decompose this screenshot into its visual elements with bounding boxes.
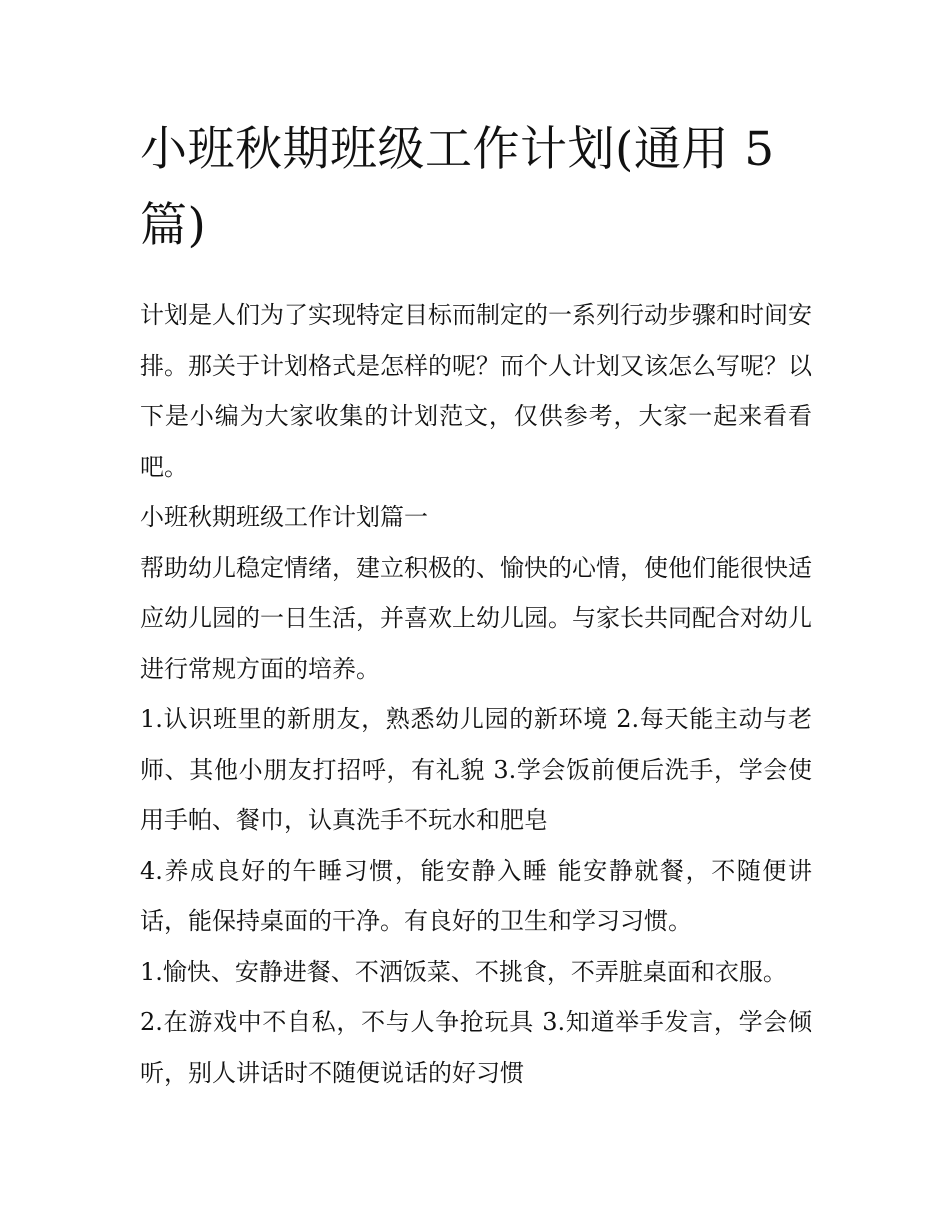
goal-paragraph: 帮助幼儿稳定情绪，建立积极的、愉快的心情，使他们能很快适应幼儿园的一日生活，并喜欢上幼儿园。与家长共同配合对幼儿进行常规方面的培养。 (140, 553, 812, 683)
list-paragraph-3: 1.愉快、安静进餐、不洒饭菜、不挑食，不弄脏桌面和衣服。 (140, 957, 787, 986)
document-body (140, 290, 812, 1098)
list-paragraph-1: 1.认识班里的新朋友，熟悉幼儿园的新环境 2.每天能主动与老师、其他小朋友打招呼，有礼貌 3.学会饭前便后洗手，学会使用手帕、餐巾，认真洗手不玩水和肥皂 (140, 705, 812, 834)
intro-paragraph: 计划是人们为了实现特定目标而制定的一系列行动步骤和时间安排。那关于计划格式是怎样的呢？而个人计划又该怎么写呢？以下是小编为大家收集的计划范文，仅供参考，大家一起来看看吧。 (140, 301, 812, 481)
section-heading: 小班秋期班级工作计划篇一 (140, 503, 428, 531)
list-paragraph-2: 4.养成良好的午睡习惯，能安静入睡 能安静就餐，不随便讲话，能保持桌面的干净。有良好的卫生和学习习惯。 (140, 856, 812, 935)
document-page (140, 112, 812, 1098)
list-paragraph-4: 2.在游戏中不自私，不与人争抢玩具 3.知道举手发言，学会倾听，别人讲话时不随便说话的好习惯 (140, 1008, 812, 1087)
document-title: 小班秋期班级工作计划(通用 5 篇) (140, 122, 775, 253)
